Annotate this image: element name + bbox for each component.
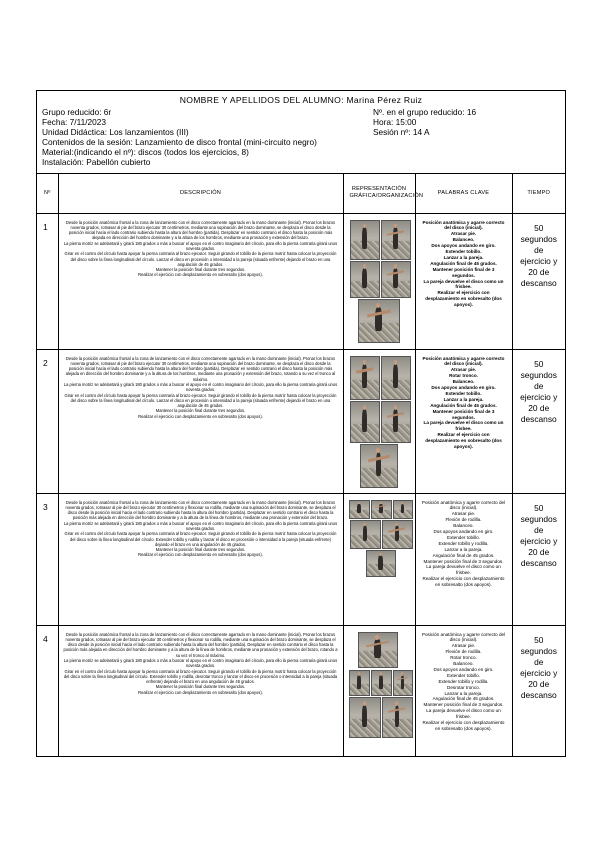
keyword: Balanceo. <box>453 661 474 667</box>
material-label: Material:(indicando el nº): discos (todos los ejercicios, 8) <box>42 147 249 157</box>
keyword: Mantener posición final de 3 segundos. <box>432 408 495 420</box>
table-header-row <box>37 174 565 213</box>
exercise-photo <box>350 520 381 549</box>
desc-paragraph: Mantener la posición final durante tres segundos. <box>155 547 246 553</box>
row-number: 3 <box>37 493 58 625</box>
exercise-photo <box>350 220 380 260</box>
time-line: ejercicio y <box>520 535 558 546</box>
table-row <box>37 625 565 756</box>
keyword: Rotar tronco. <box>449 373 478 379</box>
col-num-header: Nº <box>37 174 58 213</box>
exercise-photo <box>366 550 396 577</box>
desc-paragraph: Desde la posición anatómica frontal a la zona de lanzamiento con el disco correctamente agarrado en la mano dominante (inicial). Pronar los brazos noventa grados, rotnasar al pie del brazo ejecutor 30 centímetros, mediante una supinación del brazo dominante, se desplaza el disco desde la posición inicial hacia el lado contrario subiendo hasta la altura del hombro (partida). Desplazar en sentido contrario el disco hasta la posición más alejada en dirección del hombro dominante y a la altura de los hombros, mediante una pronación y extensión del brazo. <box>65 219 336 241</box>
keyword: Realizar el ejercicio con desplazamiento en sobresalto (dos apoyos). <box>425 432 502 450</box>
exercise-photo <box>350 261 380 298</box>
row-number: 2 <box>37 349 58 493</box>
keyword: Angulación final de 45 grados. <box>430 402 497 408</box>
keyword: Realizar el ejercicio con desplazamiento en sobresalto (dos apoyos). <box>422 720 505 731</box>
time-line: 20 de <box>528 266 550 277</box>
desc-paragraph: La pierna motriz se adelantará y girará 180 grados o más a buscar el apoyo en el contro imaginario del círculo, para ello la pierna contraria girará unos noventa grados. <box>63 240 338 251</box>
col-rep-header: REPRESENTACIÓN GRÁFICA/ORGANIZACIÓN <box>343 174 415 213</box>
exercise-photo <box>382 520 413 549</box>
desc-paragraph: Mantener la posición final durante tres segundos. <box>155 408 246 414</box>
exercise-photo <box>393 670 413 696</box>
keyword: Dos apoyos andando en giro. <box>433 529 494 535</box>
keyword: Realizar el ejercicio con desplazamiento en sobresalto (dos apoyos). <box>425 290 502 308</box>
row-time <box>512 625 565 756</box>
keyword: Extender tobillo. <box>447 534 480 540</box>
time-line: descanso <box>520 557 557 568</box>
keyword: Extender tobillo. <box>447 672 480 678</box>
exercise-photo <box>358 299 400 343</box>
keyword: Angulación final de 45 grados. <box>430 260 497 266</box>
time-line: ejercicio y <box>520 255 558 266</box>
desc-paragraph: Girar en el contro del círculo hasta apoyar la pierna contraria al brazo ejecutor. Seguir girando el tobillo de la pierna motriz hasta colocar la proyección del disco sobre la línea longitudinal del círculo. Lanzar el disco en procesión o intensidad a la pareja (situada enfrente) dejando el brazo en una angulación de 45 grados. <box>64 251 337 267</box>
keyword: Flexión de rodilla. <box>445 649 482 655</box>
keyword: Mantener posición final de 3 segundos. <box>423 702 504 708</box>
keyword: Atrasar pie. <box>451 511 476 517</box>
row-description <box>58 349 343 493</box>
row-keywords <box>415 493 512 625</box>
sesion-label: Sesión nº: 14 A <box>373 127 430 137</box>
desc-paragraph: Realizar el ejercicio con desplazamiento en sobresalto (dos apoyos). <box>138 413 263 419</box>
keyword: Lanzar a la pareja. <box>444 546 483 552</box>
row-photos <box>343 625 415 756</box>
row-number: 4 <box>37 625 58 756</box>
row-photos <box>343 493 415 625</box>
exercise-photo <box>381 401 411 443</box>
desc-paragraph: Desde la posición anatómica frontal a la zona de lanzamiento con el disco correctamente agarrado en la mano dominante (inicial). Pronar los brazos noventa grados, rotnasar al pie del brazo ejecutor 30 centímetros y flexionar su rodilla, mediante una supinación del brazo dominante, se desplaza el disco desde la posición inicial hacia el lado contrario subiendo hasta la altura del hombro (partida). Desplazar en sentido contrario el disco hasta la posición más alejada en dirección del hombro dominante y a la altura de la línea de hombros, mediante una pronación y extensión del brazo, rotando a su vez el tronco al máximo. <box>63 631 338 658</box>
exercise-photo <box>382 697 413 738</box>
time-line: segundos <box>520 369 557 380</box>
exercise-photo <box>381 220 411 260</box>
keyword: La pareja devuelve el disco como un frisbee. <box>423 278 504 290</box>
row-time <box>512 213 565 349</box>
desc-paragraph: La pierna motriz se adelantará y girará 180 grados o más a buscar el apoyo en el contro imaginario del círculo, para ello la pierna contraria girará unos noventa grados. <box>63 657 338 669</box>
time-line: de <box>534 524 544 535</box>
time-line: ejercicio y <box>520 667 558 678</box>
row-photos <box>343 213 415 349</box>
exercise-photo <box>381 261 411 298</box>
time-line: 20 de <box>528 678 550 689</box>
time-line: ejercicio y <box>520 391 558 402</box>
exercise-photo <box>371 500 392 519</box>
table-row <box>37 493 565 625</box>
col-time-header: TIEMPO <box>512 174 565 213</box>
keyword: Lanzar a la pareja. <box>444 690 483 696</box>
keyword: Dos apoyos andando en giro. <box>431 385 496 391</box>
keyword: Mantener posición final de 3 segundos. <box>423 558 504 564</box>
time-line: segundos <box>520 233 557 244</box>
time-line: 20 de <box>528 402 550 413</box>
time-line: de <box>534 656 544 667</box>
desc-paragraph: Girar en el contro del círculo hasta apoyar la pierna contraria al brazo ejecutor. Seguir girando el tobillo de la pierna motriz hasta colocar la proyección del disco sobre la línea longitudinal del círculo. Lanzar el disco en procesión o intensidad a la pareja (situada enfrente) dejando el brazo en una angulación de 45 grados. <box>64 392 337 409</box>
desc-paragraph: Girar en el contro del círculo hasta apoyar la pierna contraria al brazo ejecutor. Seguir girando el tobillo de la pierna motriz hasta colocar la proyección del disco sobre la línea longitudinal del círculo. Extender tobillo y rodilla y lanzar el disco en procesión o intensidad a la pareja (situada enfrente) dejando el brazo en una angulación de 45 grados. <box>64 531 337 547</box>
keyword: Atrasar pie. <box>450 231 477 237</box>
exercise-table <box>37 174 565 756</box>
keyword: Balanceo. <box>452 379 475 385</box>
keyword: Posición anatómica y agarre correcto del disco (inicial). <box>422 219 505 231</box>
exercise-photo <box>360 444 398 488</box>
keyword: Extender tobillo. <box>445 390 482 396</box>
keyword: Angulación final de 45 grados. <box>432 696 495 702</box>
exercise-photo <box>349 697 381 738</box>
table-row <box>37 213 565 349</box>
instalacion-label: Instalación: Pabellón cubierto <box>42 157 151 167</box>
row-time <box>512 493 565 625</box>
keyword: Extender tobillo y rodilla. <box>438 678 489 684</box>
desc-paragraph: Realizar el ejercicio con desplazamiento en sobresalto (dos apoyos). <box>138 552 263 558</box>
exercise-photo <box>358 632 398 668</box>
keyword: Desrotar tronco. <box>447 684 480 690</box>
row-description <box>58 493 343 625</box>
time-line: 50 <box>534 502 544 513</box>
desc-paragraph: Girar en el contro del círculo hasta apoyar la pierna contraria al brazo ejecutor. Seguir girando el tobillo de la pierna motriz hasta colocar la proyección del disco sobre la línea longitudinal del círculo. Extender tobillo y rodilla, desrotar tronco y lanzar el disco en procesión o intensidad a la pareja (situada enfrente) dejando el brazo en una angulación de 45 grados. <box>63 668 338 685</box>
row-keywords <box>415 213 512 349</box>
keyword: Extender tobillo. <box>445 249 482 255</box>
col-kw-header: PALABRAS CLAVE <box>415 174 512 213</box>
keyword: Lanzar a la pareja. <box>443 396 484 402</box>
desc-paragraph: La pierna motriz se adelantará y girará 180 grados o más a buscar el apoyo en el contro imaginario del círculo, para ello la pierna contraria girará unos noventa grados. <box>63 381 338 393</box>
row-description <box>58 213 343 349</box>
keyword: Balanceo. <box>453 523 474 529</box>
time-line: 50 <box>534 634 544 645</box>
student-name-title: NOMBRE Y APELLIDOS DEL ALUMNO: Marina Pérez Ruiz <box>179 95 423 105</box>
table-row <box>37 349 565 493</box>
time-line: 50 <box>534 222 544 233</box>
keyword: Posición anatómica y agarre correcto del disco (inicial). <box>421 499 506 511</box>
keyword: Realizar el ejercicio con desplazamiento en sobresalto (dos apoyos). <box>422 576 505 588</box>
row-number: 1 <box>37 213 58 349</box>
time-line: descanso <box>520 277 557 288</box>
keyword: Dos apoyos andando en giro. <box>431 243 496 249</box>
exercise-photo <box>381 356 411 400</box>
keyword: La pareja devuelve el disco como un frisbee. <box>426 564 501 576</box>
row-keywords <box>415 349 512 493</box>
exercise-photo <box>371 670 392 696</box>
sheet-header <box>37 91 565 174</box>
time-line: segundos <box>520 645 557 656</box>
keyword: Mantener posición final de 3 segundos. <box>432 266 495 278</box>
row-keywords <box>415 625 512 756</box>
row-time <box>512 349 565 493</box>
keyword: Atrasar pie. <box>450 367 477 373</box>
keyword: Flexión de rodilla. <box>445 517 482 523</box>
desc-paragraph: Realizar el ejercicio con desplazamiento en sobresalto (dos apoyos). <box>138 689 263 695</box>
contenidos-label: Contenidos de la sesión: Lanzamiento de disco frontal (mini-circuito negro) <box>42 137 317 147</box>
numero-label: Nº. en el grupo reducido: 16 <box>373 107 477 117</box>
keyword: Balanceo. <box>452 237 475 243</box>
exercise-photo <box>393 500 413 519</box>
time-line: 50 <box>534 358 544 369</box>
time-line: descanso <box>520 689 557 700</box>
desc-paragraph: La pierna motriz se adelantará y girará 180 grados o más a buscar el apoyo en el contro imaginario del círculo, para ello la pierna contraria girará unos noventa grados. <box>63 520 338 531</box>
desc-paragraph: Desde la posición anatómica frontal a la zona de lanzamiento con el disco correctamente agarrado en la mano dominante (inicial). Pronar los brazos noventa grados, rotnasar al pie del brazo ejecutor 30 centímetros, mediante una supinación del brazo dominante, se desplaza el disco desde la posición inicial hacia el lado contrario subiendo hasta la altura del hombro (partida). Desplazar en sentido contrario el disco hasta la posición más alejada en dirección del hombro dominante y a la altura de los hombros, mediante una pronación y extensión del brazo, rotando a su vez el tronco al máximo. <box>65 355 336 382</box>
keyword: La pareja devuelve el disco como un frisbee. <box>426 708 501 720</box>
unidad-label: Unidad Didáctica: Los lanzamientos (III) <box>42 127 189 137</box>
time-line: descanso <box>520 413 557 424</box>
keyword: Dos apoyos andando en giro. <box>433 666 494 672</box>
fecha-label: Fecha: 7/11/2023 <box>42 117 106 127</box>
desc-paragraph: Desde la posición anatómica frontal a la zona de lanzamiento con el disco correctamente agarrado en la mano dominante (inicial). Pronar los brazos noventa grados, rotnasar al pie del brazo ejecutor 30 centímetros y flexionar su rodilla, mediante una supinación del brazo dominante, se desplaza el disco desde la posición inicial hacia el lado contrario subiendo hasta la altura del hombro (partida). Desplazar en sentido contrario el disco hasta la posición más alejada en dirección del hombro dominante y a la altura de la línea de hombros, mediante una pronación y extensión del brazo. <box>65 499 336 521</box>
time-line: segundos <box>520 513 557 524</box>
time-line: de <box>534 380 544 391</box>
row-photos <box>343 349 415 493</box>
desc-paragraph: Mantener la posición final durante tres segundos. <box>155 684 246 690</box>
keyword: Extender tobillo y rodilla. <box>438 540 489 546</box>
exercise-photo <box>349 670 370 696</box>
exercise-photo <box>350 401 380 443</box>
keyword: Posición anatómica y agarre correcto del disco (inicial). <box>421 631 506 643</box>
exercise-photo <box>350 356 380 400</box>
session-sheet <box>36 90 566 757</box>
keyword: La pareja devuelve el disco como un frisbee. <box>423 420 504 432</box>
keyword: Angulación final de 45 grados. <box>432 552 495 558</box>
time-line: 20 de <box>528 546 550 557</box>
keyword: Rotar tronco. <box>450 655 477 661</box>
hora-label: Hora: 15:00 <box>373 117 417 127</box>
keyword: Lanzar a la pareja. <box>443 254 484 260</box>
col-desc-header: DESCRIPCIÓN <box>58 174 343 213</box>
time-line: de <box>534 244 544 255</box>
keyword: Posición anatómica y agarre correcto del disco (inicial). <box>422 355 505 367</box>
row-description <box>58 625 343 756</box>
keyword: Atrasar pie. <box>451 643 476 649</box>
exercise-photo <box>349 500 370 519</box>
desc-paragraph: Realizar el ejercicio con desplazamiento en sobresalto (dos apoyos). <box>138 272 263 278</box>
desc-paragraph: Mantener la posición final durante tres segundos. <box>155 267 246 273</box>
grupo-label: Grupo reducido: 6r <box>42 107 112 117</box>
